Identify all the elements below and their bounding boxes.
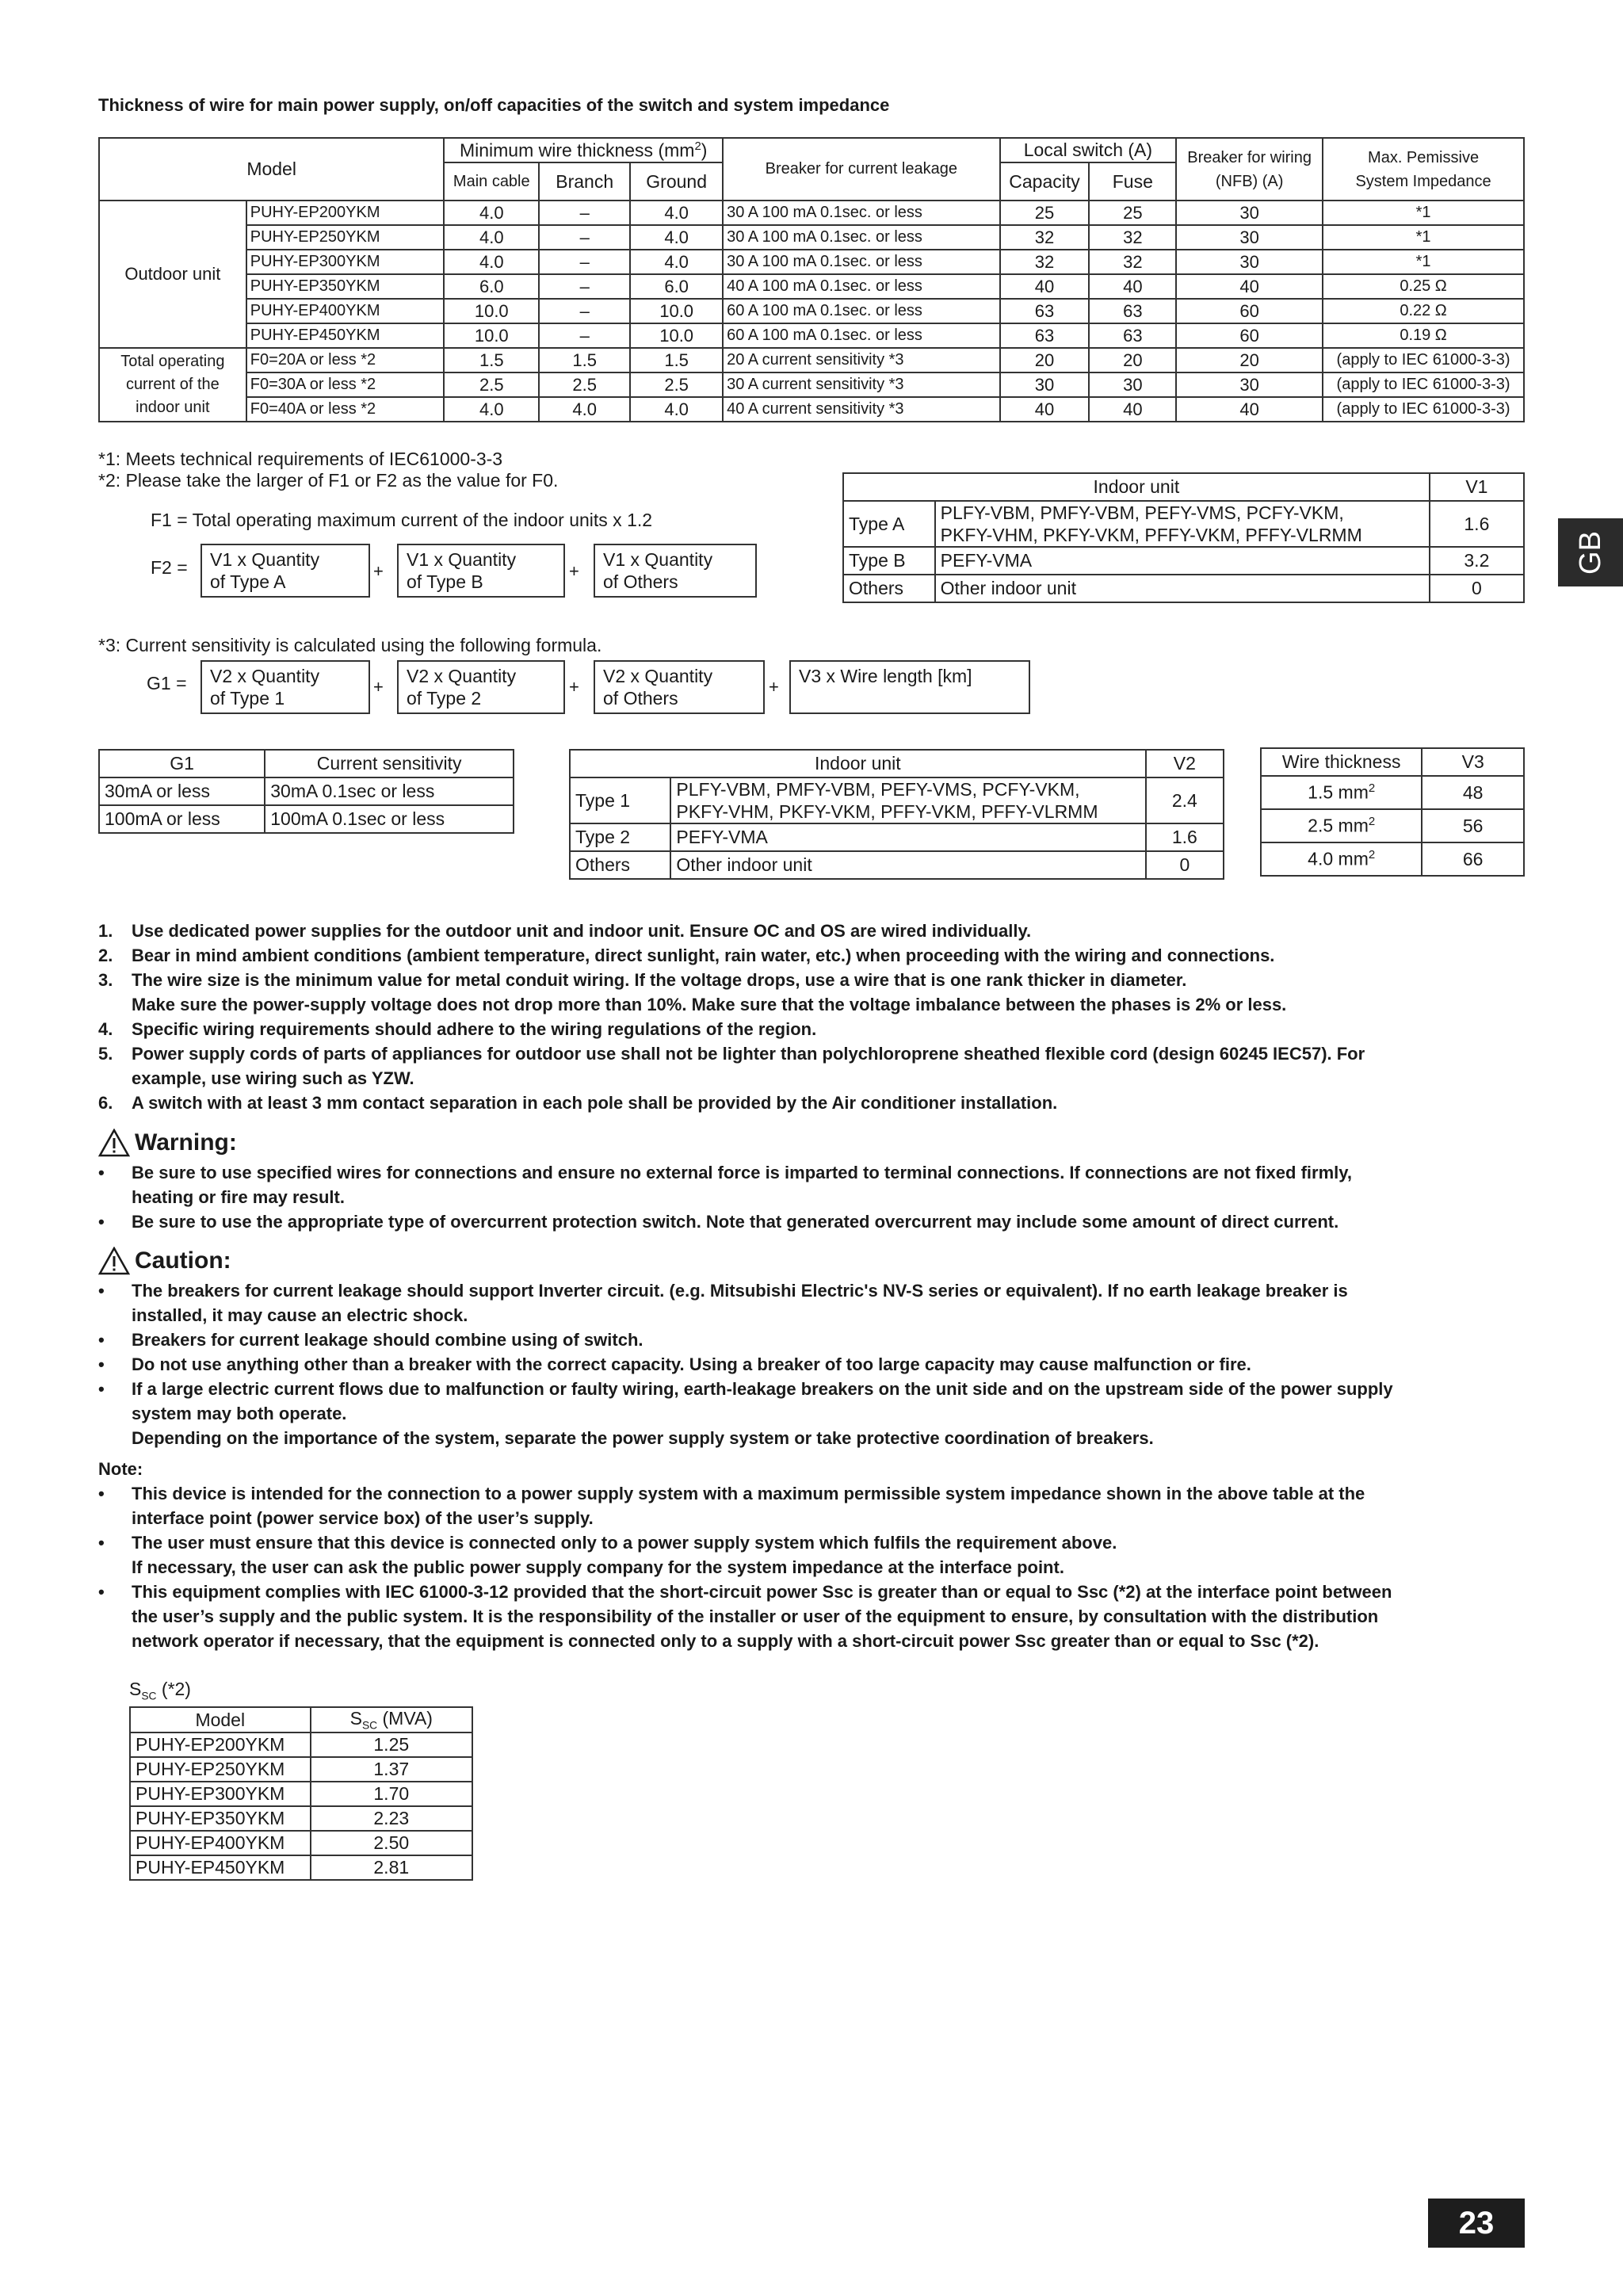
cell-cap: 63 bbox=[1000, 299, 1090, 323]
bullet-icon: • bbox=[98, 1212, 105, 1232]
g1-box-others: V2 x Quantity of Others bbox=[594, 660, 765, 714]
note-line: Specific wiring requirements should adhere to the wiring regulations of the region. bbox=[132, 1019, 817, 1039]
bullet-icon: • bbox=[98, 1533, 105, 1553]
cell-nfb: 30 bbox=[1176, 225, 1323, 250]
outdoor-unit-label: Outdoor unit bbox=[99, 201, 246, 348]
cell-branch: 1.5 bbox=[539, 348, 630, 372]
g1-cell: 100mA or less bbox=[99, 805, 265, 833]
numbered-note bbox=[98, 919, 1509, 943]
v3-table bbox=[1260, 747, 1525, 877]
numbered-note bbox=[98, 1017, 1509, 1041]
ssc-value: 1.70 bbox=[311, 1782, 472, 1806]
cell-branch: – bbox=[539, 201, 630, 225]
cell-model: PUHY-EP450YKM bbox=[246, 323, 445, 348]
cell-main: 10.0 bbox=[444, 299, 539, 323]
cell-cap: 32 bbox=[1000, 250, 1090, 274]
cell-model: F0=40A or less *2 bbox=[246, 397, 445, 422]
bullet-item bbox=[98, 1352, 1509, 1377]
bullet-item bbox=[98, 1377, 1509, 1450]
cell-nfb: 30 bbox=[1176, 372, 1323, 397]
f2-label: F2 = bbox=[151, 557, 188, 578]
v3-wire: 4.0 $mm^2$ bbox=[1261, 842, 1422, 876]
cell-nfb: 20 bbox=[1176, 348, 1323, 372]
ssc-header-value: $S_{SC}$ (MVA) bbox=[311, 1707, 472, 1733]
note-line: Make sure the power-supply voltage does not drop more than 10%. Make sure that the voltage imbalance between the phases is 2% or less. bbox=[132, 995, 1287, 1014]
cell-branch: 2.5 bbox=[539, 372, 630, 397]
v1-type: Type B bbox=[843, 547, 935, 575]
v2-units: Other indoor unit bbox=[670, 851, 1145, 879]
g1-table bbox=[98, 749, 514, 834]
header-model: Model bbox=[99, 138, 444, 201]
note-number: 4. bbox=[98, 1019, 113, 1039]
v1-value: 0 bbox=[1430, 575, 1524, 602]
bullet-line: If a large electric current flows due to malfunction or faulty wiring, earth-leakage breakers on the unit side and on the upstream side of the power supply bbox=[132, 1379, 1393, 1399]
v1-units: PLFY-VBM, PMFY-VBM, PEFY-VMS, PCFY-VKM, PKFY-VHM, PKFY-VKM, PFFY-VKM, PFFY-VLRMM bbox=[935, 501, 1430, 547]
note-number: 5. bbox=[98, 1044, 113, 1064]
caution-list bbox=[98, 1278, 1509, 1450]
v3-header-wire: Wire thickness bbox=[1261, 748, 1422, 776]
cell-imp: 0.22 Ω bbox=[1323, 299, 1524, 323]
bullet-item bbox=[98, 1580, 1509, 1653]
g1-header-sensitivity: Current sensitivity bbox=[265, 750, 514, 777]
cell-fuse: 25 bbox=[1089, 201, 1176, 225]
indoor-label-line: indoor unit bbox=[136, 399, 210, 416]
ssc-model: PUHY-EP200YKM bbox=[130, 1733, 311, 1757]
cell-fuse: 63 bbox=[1089, 299, 1176, 323]
bullet-line: heating or fire may result. bbox=[132, 1187, 345, 1207]
header-min-wire: Minimum wire thickness $(mm^2)$ bbox=[444, 138, 723, 162]
bullet-item bbox=[98, 1481, 1509, 1530]
cell-leak: 30 A 100 mA 0.1sec. or less bbox=[723, 201, 999, 225]
cell-ground: 6.0 bbox=[630, 274, 723, 299]
page-number: 23 bbox=[1428, 2199, 1525, 2248]
warning-list bbox=[98, 1160, 1509, 1234]
cell-cap: 20 bbox=[1000, 348, 1090, 372]
g1-label: G1 = bbox=[147, 673, 187, 693]
cell-model: F0=30A or less *2 bbox=[246, 372, 445, 397]
bullet-icon: • bbox=[98, 1330, 105, 1350]
plus-sign: + bbox=[569, 561, 579, 581]
ssc-row bbox=[130, 1733, 472, 1757]
cell-cap: 40 bbox=[1000, 274, 1090, 299]
header-capacity: Capacity bbox=[1000, 162, 1090, 201]
cell-nfb: 40 bbox=[1176, 274, 1323, 299]
cell-main: 4.0 bbox=[444, 397, 539, 422]
cell-cap: 40 bbox=[1000, 397, 1090, 422]
bullet-item bbox=[98, 1278, 1509, 1328]
bullet-line: interface point (power service box) of the user’s supply. bbox=[132, 1508, 594, 1528]
caution-icon bbox=[98, 1247, 130, 1275]
bullet-icon: • bbox=[98, 1484, 105, 1503]
cell-leak: 30 A 100 mA 0.1sec. or less bbox=[723, 250, 999, 274]
bullet-line: Be sure to use the appropriate type of overcurrent protection switch. Note that generated overcurrent may include some amount of direct current. bbox=[132, 1212, 1339, 1232]
bullet-icon: • bbox=[98, 1281, 105, 1301]
warning-title: Warning: bbox=[98, 1129, 237, 1157]
v2-units: PLFY-VBM, PMFY-VBM, PEFY-VMS, PCFY-VKM, PKFY-VHM, PKFY-VKM, PFFY-VKM, PFFY-VLRMM bbox=[670, 777, 1145, 823]
v1-units: PEFY-VMA bbox=[935, 547, 1430, 575]
header-breaker-wiring: Breaker for wiring (NFB) (A) bbox=[1176, 138, 1323, 201]
ssc-table bbox=[129, 1706, 473, 1881]
plus-sign: + bbox=[373, 561, 384, 581]
cell-main: 2.5 bbox=[444, 372, 539, 397]
v2-units: PEFY-VMA bbox=[670, 823, 1145, 851]
bullet-line: network operator if necessary, that the equipment is connected only to a supply with a short-circuit power Ssc greater than or equal to Ssc (*2). bbox=[132, 1631, 1319, 1651]
table-row bbox=[99, 299, 1524, 323]
plus-sign: + bbox=[569, 677, 579, 697]
cell-imp: (apply to IEC 61000-3-3) bbox=[1323, 348, 1524, 372]
cell-model: F0=20A or less *2 bbox=[246, 348, 445, 372]
bullet-line: the user’s supply and the public system. It is the responsibility of the installer or user of the equipment to ensure, by consultation with the distribution bbox=[132, 1606, 1379, 1626]
ssc-model: PUHY-EP300YKM bbox=[130, 1782, 311, 1806]
ssc-row bbox=[130, 1831, 472, 1855]
cell-ground: 1.5 bbox=[630, 348, 723, 372]
indoor-label-line: current of the bbox=[125, 376, 220, 393]
numbered-note bbox=[98, 968, 1509, 1017]
ssc-row bbox=[130, 1806, 472, 1831]
bullet-line: If necessary, the user can ask the public power supply company for the system impedance at the interface point. bbox=[132, 1557, 1064, 1577]
v3-value: 48 bbox=[1422, 776, 1524, 809]
cell-leak: 60 A 100 mA 0.1sec. or less bbox=[723, 299, 999, 323]
cell-leak: 40 A current sensitivity *3 bbox=[723, 397, 999, 422]
plus-sign: + bbox=[769, 677, 779, 697]
cell-branch: – bbox=[539, 225, 630, 250]
language-tab: GB bbox=[1558, 518, 1623, 586]
v3-wire: 1.5 $mm^2$ bbox=[1261, 776, 1422, 809]
cell-imp: (apply to IEC 61000-3-3) bbox=[1323, 372, 1524, 397]
g1-cell: 30mA 0.1sec or less bbox=[265, 777, 514, 805]
bullet-icon: • bbox=[98, 1379, 105, 1399]
cell-branch: – bbox=[539, 299, 630, 323]
cell-imp: 0.19 Ω bbox=[1323, 323, 1524, 348]
cell-ground: 4.0 bbox=[630, 397, 723, 422]
header-branch: Branch bbox=[539, 162, 630, 201]
header-fuse: Fuse bbox=[1089, 162, 1176, 201]
bullet-line: installed, it may cause an electric shock. bbox=[132, 1305, 468, 1325]
table-row bbox=[99, 201, 1524, 225]
bullet-line: Do not use anything other than a breaker with the correct capacity. Using a breaker of too large capacity may cause malfunction or fire. bbox=[132, 1354, 1251, 1374]
cell-model: PUHY-EP200YKM bbox=[246, 201, 445, 225]
cell-ground: 4.0 bbox=[630, 250, 723, 274]
table-row bbox=[99, 225, 1524, 250]
cell-imp: *1 bbox=[1323, 225, 1524, 250]
cell-model: PUHY-EP300YKM bbox=[246, 250, 445, 274]
cell-fuse: 32 bbox=[1089, 250, 1176, 274]
ssc-model: PUHY-EP450YKM bbox=[130, 1855, 311, 1880]
g1-box-wire-length: V3 x Wire length [km] bbox=[789, 660, 1030, 714]
cell-fuse: 40 bbox=[1089, 274, 1176, 299]
g1-box-type-1: V2 x Quantity of Type 1 bbox=[200, 660, 370, 714]
cell-nfb: 60 bbox=[1176, 299, 1323, 323]
table-row bbox=[99, 250, 1524, 274]
cell-branch: 4.0 bbox=[539, 397, 630, 422]
bullet-line: This equipment complies with IEC 61000-3-12 provided that the short-circuit power Ssc is greater than or equal to Ssc (*2) at the interface point between bbox=[132, 1582, 1392, 1602]
v2-header-indoor: Indoor unit bbox=[570, 750, 1146, 777]
g1-cell: 100mA 0.1sec or less bbox=[265, 805, 514, 833]
caution-title: Caution: bbox=[98, 1247, 231, 1275]
bullet-line: Be sure to use specified wires for connections and ensure no external force is imparted to terminal connections. If connections are not fixed firmly, bbox=[132, 1163, 1352, 1182]
numbered-notes bbox=[98, 919, 1509, 1115]
note-line: Use dedicated power supplies for the outdoor unit and indoor unit. Ensure OC and OS are wired individually. bbox=[132, 921, 1032, 941]
cell-main: 4.0 bbox=[444, 225, 539, 250]
v2-value: 2.4 bbox=[1146, 777, 1224, 823]
ssc-value: 1.37 bbox=[311, 1757, 472, 1782]
cell-leak: 60 A 100 mA 0.1sec. or less bbox=[723, 323, 999, 348]
ssc-value: 2.81 bbox=[311, 1855, 472, 1880]
note-line: The wire size is the minimum value for metal conduit wiring. If the voltage drops, use a wire that is one rank thicker in diameter. bbox=[132, 970, 1187, 990]
v3-wire: 2.5 $mm^2$ bbox=[1261, 809, 1422, 842]
f1-formula: F1 = Total operating maximum current of the indoor units x 1.2 bbox=[151, 510, 653, 530]
numbered-note bbox=[98, 1091, 1509, 1115]
g1-cell: 30mA or less bbox=[99, 777, 265, 805]
cell-model: PUHY-EP250YKM bbox=[246, 225, 445, 250]
cell-cap: 30 bbox=[1000, 372, 1090, 397]
note-line: Power supply cords of parts of appliances for outdoor use shall not be lighter than polychloroprene sheathed flexible cord (design 60245 IEC57). For bbox=[132, 1044, 1365, 1064]
bullet-item bbox=[98, 1328, 1509, 1352]
bullet-item bbox=[98, 1160, 1509, 1209]
table-row bbox=[99, 323, 1524, 348]
ssc-value: 1.25 bbox=[311, 1733, 472, 1757]
cell-ground: 2.5 bbox=[630, 372, 723, 397]
cell-nfb: 30 bbox=[1176, 201, 1323, 225]
bullet-icon: • bbox=[98, 1163, 105, 1182]
v2-type: Others bbox=[570, 851, 670, 879]
v1-header-indoor: Indoor unit bbox=[843, 473, 1430, 501]
cell-nfb: 60 bbox=[1176, 323, 1323, 348]
cell-ground: 10.0 bbox=[630, 299, 723, 323]
cell-main: 10.0 bbox=[444, 323, 539, 348]
page-heading: Thickness of wire for main power supply, on/off capacities of the switch and system impedance bbox=[98, 95, 890, 115]
table-row bbox=[99, 372, 1524, 397]
cell-ground: 10.0 bbox=[630, 323, 723, 348]
cell-cap: 32 bbox=[1000, 225, 1090, 250]
header-breaker-leakage: Breaker for current leakage bbox=[723, 138, 999, 201]
table-row bbox=[99, 397, 1524, 422]
cell-model: PUHY-EP400YKM bbox=[246, 299, 445, 323]
plus-sign: + bbox=[373, 677, 384, 697]
footnotes bbox=[98, 449, 558, 491]
ssc-value: 2.23 bbox=[311, 1806, 472, 1831]
v2-header-v: V2 bbox=[1146, 750, 1224, 777]
v2-table bbox=[569, 749, 1224, 880]
ssc-row bbox=[130, 1757, 472, 1782]
v2-type: Type 1 bbox=[570, 777, 670, 823]
ssc-row bbox=[130, 1855, 472, 1880]
bullet-line: system may both operate. bbox=[132, 1404, 347, 1423]
ssc-model: PUHY-EP400YKM bbox=[130, 1831, 311, 1855]
v3-value: 56 bbox=[1422, 809, 1524, 842]
note-line: A switch with at least 3 mm contact separation in each pole shall be provided by the Air conditioner installation. bbox=[132, 1093, 1058, 1113]
v1-table bbox=[842, 472, 1525, 603]
numbered-note bbox=[98, 943, 1509, 968]
indoor-label-line: Total operating bbox=[120, 353, 225, 370]
cell-branch: – bbox=[539, 323, 630, 348]
cell-leak: 20 A current sensitivity *3 bbox=[723, 348, 999, 372]
note-number: 2. bbox=[98, 946, 113, 965]
v1-type: Type A bbox=[843, 501, 935, 547]
footnote-2: *2: Please take the larger of F1 or F2 as the value for F0. bbox=[98, 470, 559, 491]
cell-fuse: 20 bbox=[1089, 348, 1176, 372]
bullet-icon: • bbox=[98, 1582, 105, 1602]
v3-header-v: V3 bbox=[1422, 748, 1524, 776]
cell-branch: – bbox=[539, 250, 630, 274]
ssc-row bbox=[130, 1782, 472, 1806]
note-number: 3. bbox=[98, 970, 113, 990]
note-list bbox=[98, 1481, 1509, 1653]
warning-icon bbox=[98, 1129, 130, 1157]
v2-value: 0 bbox=[1146, 851, 1224, 879]
ssc-model: PUHY-EP350YKM bbox=[130, 1806, 311, 1831]
cell-main: 4.0 bbox=[444, 201, 539, 225]
bullet-item bbox=[98, 1209, 1509, 1234]
note-number: 6. bbox=[98, 1093, 113, 1113]
v2-type: Type 2 bbox=[570, 823, 670, 851]
ssc-label: $S_{SC}$ (*2) bbox=[129, 1679, 191, 1702]
cell-imp: *1 bbox=[1323, 201, 1524, 225]
cell-leak: 30 A current sensitivity *3 bbox=[723, 372, 999, 397]
cell-nfb: 30 bbox=[1176, 250, 1323, 274]
bullet-line: Depending on the importance of the system, separate the power supply system or take protective coordination of breakers. bbox=[132, 1428, 1154, 1448]
note-number: 1. bbox=[98, 921, 113, 941]
v1-type: Others bbox=[843, 575, 935, 602]
cell-model: PUHY-EP350YKM bbox=[246, 274, 445, 299]
indoor-unit-label bbox=[99, 348, 246, 422]
cell-nfb: 40 bbox=[1176, 397, 1323, 422]
cell-fuse: 32 bbox=[1089, 225, 1176, 250]
cell-main: 1.5 bbox=[444, 348, 539, 372]
bullet-item bbox=[98, 1530, 1509, 1580]
v1-value: 1.6 bbox=[1430, 501, 1524, 547]
table-row bbox=[99, 274, 1524, 299]
f2-box-others: V1 x Quantity of Others bbox=[594, 544, 757, 598]
g1-header: G1 bbox=[99, 750, 265, 777]
note-line: Bear in mind ambient conditions (ambient temperature, direct sunlight, rain water, etc.) when proceeding with the wiring and connections. bbox=[132, 946, 1275, 965]
v1-value: 3.2 bbox=[1430, 547, 1524, 575]
cell-imp: (apply to IEC 61000-3-3) bbox=[1323, 397, 1524, 422]
v1-header-v: V1 bbox=[1430, 473, 1524, 501]
cell-fuse: 40 bbox=[1089, 397, 1176, 422]
cell-fuse: 30 bbox=[1089, 372, 1176, 397]
bullet-line: Breakers for current leakage should combine using of switch. bbox=[132, 1330, 643, 1350]
cell-imp: 0.25 Ω bbox=[1323, 274, 1524, 299]
cell-fuse: 63 bbox=[1089, 323, 1176, 348]
g1-box-type-2: V2 x Quantity of Type 2 bbox=[397, 660, 565, 714]
note-title: Note: bbox=[98, 1459, 143, 1479]
cell-ground: 4.0 bbox=[630, 201, 723, 225]
header-max-impedance: Max. Pemissive System Impedance bbox=[1323, 138, 1524, 201]
cell-leak: 30 A 100 mA 0.1sec. or less bbox=[723, 225, 999, 250]
cell-leak: 40 A 100 mA 0.1sec. or less bbox=[723, 274, 999, 299]
cell-ground: 4.0 bbox=[630, 225, 723, 250]
header-ground: Ground bbox=[630, 162, 723, 201]
footnote-3: *3: Current sensitivity is calculated using the following formula. bbox=[98, 635, 602, 655]
wire-thickness-table bbox=[98, 137, 1525, 422]
numbered-note bbox=[98, 1041, 1509, 1091]
bullet-line: This device is intended for the connection to a power supply system with a maximum permissible system impedance shown in the above table at the bbox=[132, 1484, 1365, 1503]
cell-cap: 25 bbox=[1000, 201, 1090, 225]
ssc-value: 2.50 bbox=[311, 1831, 472, 1855]
f2-box-type-b: V1 x Quantity of Type B bbox=[397, 544, 565, 598]
v1-units: Other indoor unit bbox=[935, 575, 1430, 602]
cell-imp: *1 bbox=[1323, 250, 1524, 274]
note-line: example, use wiring such as YZW. bbox=[132, 1068, 414, 1088]
ssc-model: PUHY-EP250YKM bbox=[130, 1757, 311, 1782]
header-local-switch: Local switch (A) bbox=[1000, 138, 1177, 162]
bullet-icon: • bbox=[98, 1354, 105, 1374]
table-row bbox=[99, 348, 1524, 372]
footnote-1: *1: Meets technical requirements of IEC61000-3-3 bbox=[98, 449, 503, 469]
f2-box-type-a: V1 x Quantity of Type A bbox=[200, 544, 370, 598]
cell-cap: 63 bbox=[1000, 323, 1090, 348]
cell-main: 6.0 bbox=[444, 274, 539, 299]
cell-branch: – bbox=[539, 274, 630, 299]
v3-value: 66 bbox=[1422, 842, 1524, 876]
ssc-header-model: Model bbox=[130, 1707, 311, 1733]
bullet-line: The user must ensure that this device is connected only to a power supply system which fulfils the requirement above. bbox=[132, 1533, 1117, 1553]
header-main-cable: Main cable bbox=[444, 162, 539, 201]
cell-main: 4.0 bbox=[444, 250, 539, 274]
v2-value: 1.6 bbox=[1146, 823, 1224, 851]
bullet-line: The breakers for current leakage should support Inverter circuit. (e.g. Mitsubishi Electric's NV-S series or equivalent). If no earth leakage breaker is bbox=[132, 1281, 1348, 1301]
